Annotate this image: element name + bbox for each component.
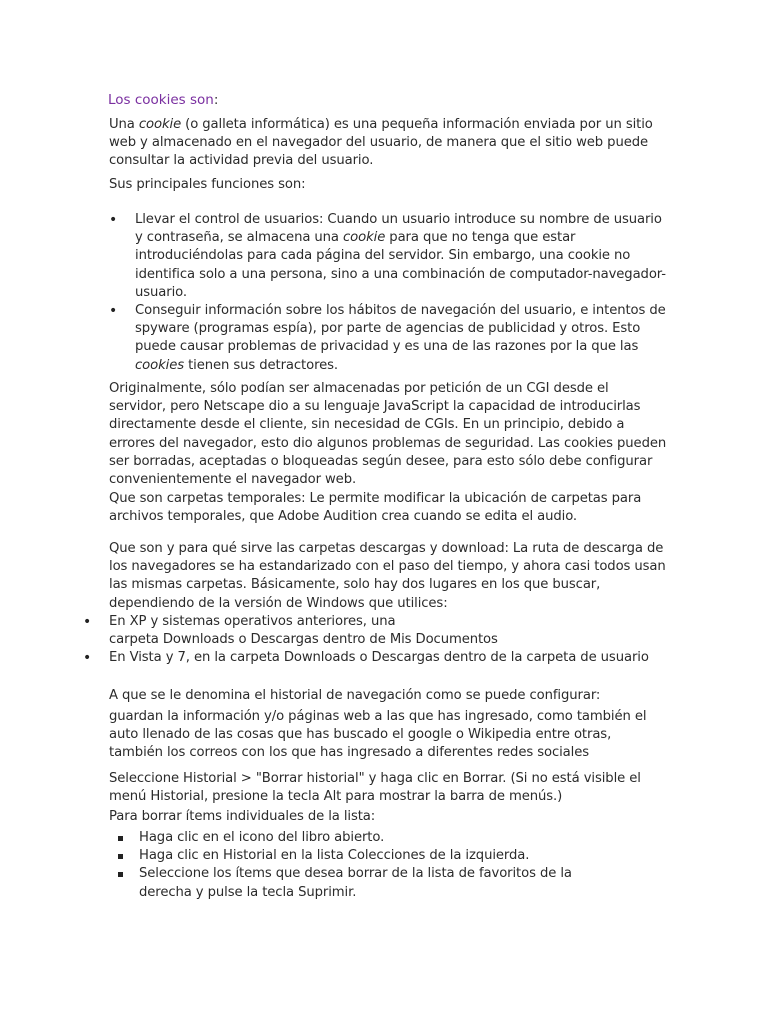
function-text-end: tienen sus detractores. bbox=[183, 357, 338, 373]
windows-item-line: En Vista y 7, en la carpeta Downloads o Descargas dentro de la carpeta de usuario bbox=[109, 650, 649, 666]
windows-item-line: carpeta Downloads o Descargas dentro de Mis Documentos bbox=[109, 632, 498, 648]
delete-items-list bbox=[109, 829, 589, 902]
functions-list bbox=[109, 211, 669, 375]
origin-paragraph: Originalmente, sólo podían ser almacenadas por petición de un CGI desde el servidor, pero Netscape dio a su lenguaje JavaScript la capacidad de introducirlas directamente desde el cliente, sin necesidad de CGIs. En un principio, debido a errores del navegador, esto dio algunos problemas de seguridad. Las cookies pueden ser borradas, aceptadas o bloqueadas según desee, para esto sólo debe configurar convenientemente el navegador web. bbox=[109, 381, 667, 488]
history-steps: Seleccione Historial > "Borrar historial" y haga clic en Borrar. (Si no está visible el menú Historial, presione la tecla Alt para mostrar la barra de menús.) bbox=[109, 771, 641, 805]
delete-step: Haga clic en el icono del libro abierto. bbox=[109, 829, 589, 847]
windows-item-xp bbox=[83, 613, 673, 649]
function-text-start: Llevar el control de usuarios: Cuando un usuario introduce su nombre de usuario y contraseña, se almacena una bbox=[135, 212, 662, 246]
functions-intro: Sus principales funciones son: bbox=[109, 177, 306, 192]
heading-text: Los cookies son bbox=[108, 92, 214, 108]
intro-paragraph bbox=[109, 116, 669, 171]
history-question: A que se le denomina el historial de navegación como se puede configurar: bbox=[109, 688, 601, 703]
function-italic-word: cookies bbox=[135, 357, 184, 373]
function-item-control bbox=[109, 211, 669, 302]
intro-text-end: (o galleta informática) es una pequeña información enviada por un sitio web y almacenado en el navegador del usuario, de manera que el sitio web puede consultar la actividad previa del usuario. bbox=[109, 117, 653, 169]
windows-item-line: En XP y sistemas operativos anteriores, una bbox=[109, 614, 396, 629]
delete-step: Seleccione los ítems que desea borrar de la lista de favoritos de la derecha y pulse la tecla Suprimir. bbox=[109, 865, 589, 901]
delete-items-intro: Para borrar ítems individuales de la lista: bbox=[109, 809, 376, 824]
function-text-end: para que no tenga que estar introduciéndolas para cada página del servidor. Sin embargo, una cookie no identifica solo a una persona, sino a una combinación de computador-navegador-usuario. bbox=[135, 230, 666, 300]
function-item-tracking bbox=[109, 302, 669, 375]
function-text-start: Conseguir información sobre los hábitos de navegación del usuario, e intentos de spyware (programas espía), por parte de agencias de publicidad y otros. Esto puede causar problemas de privacidad y es una de las razones por la que las bbox=[135, 303, 666, 355]
section-heading bbox=[108, 92, 218, 108]
windows-list bbox=[83, 613, 673, 668]
history-answer: guardan la información y/o páginas web a las que has ingresado, como también el auto llenado de las cosas que has buscado el google o Wikipedia entre otras, también los correos con los que has ingresado a diferentes redes sociales bbox=[109, 709, 647, 761]
intro-text-start: Una bbox=[109, 117, 139, 132]
temp-folders-paragraph: Que son carpetas temporales: Le permite modificar la ubicación de carpetas para archivos temporales, que Adobe Audition crea cuando se edita el audio. bbox=[109, 491, 642, 525]
intro-cookie-word: cookie bbox=[138, 117, 182, 132]
heading-colon: : bbox=[213, 92, 219, 108]
downloads-paragraph: Que son y para qué sirve las carpetas descargas y download: La ruta de descarga de los navegadores se ha estandarizado con el paso del tiempo, y ahora casi todos usan las mismas carpetas. Básicamente, solo hay dos lugares en los que buscar, dependiendo de la versión de Windows que utilices: bbox=[109, 541, 666, 611]
function-italic-word: cookie bbox=[343, 230, 386, 246]
delete-step: Haga clic en Historial en la lista Colecciones de la izquierda. bbox=[109, 847, 589, 865]
windows-item-vista bbox=[83, 649, 673, 667]
